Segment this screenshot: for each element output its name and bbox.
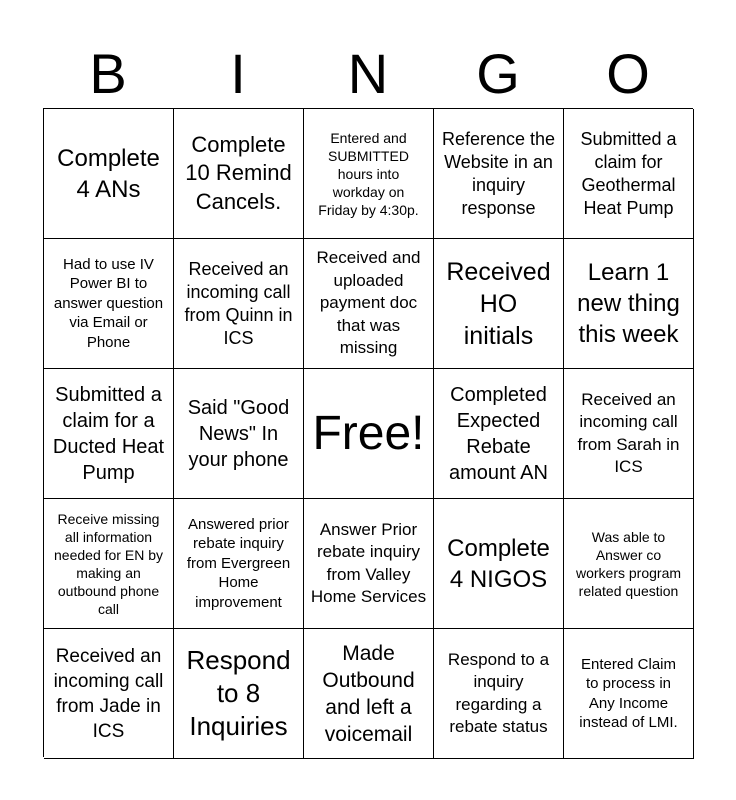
bingo-cell-r1-c1[interactable] [174,239,304,369]
bingo-cell-r4-c3[interactable] [434,629,564,759]
bingo-cell-r2-c4[interactable] [564,369,694,499]
bingo-cell-r1-c3[interactable] [434,239,564,369]
cell-text: Free! [312,406,425,460]
cell-text: Reference the Website in an inquiry response [441,128,556,218]
bingo-cell-r0-c2[interactable] [304,109,434,239]
header-letter-i: I [230,42,246,105]
bingo-cell-r2-c0[interactable] [44,369,174,499]
bingo-cell-r0-c3[interactable] [434,109,564,239]
cell-text: Made Outbound and left a voicemail [322,641,415,746]
cell-text: Entered Claim to process in Any Income instead of LMI. [579,655,678,731]
cell-text: Complete 4 NIGOS [447,534,550,593]
header-letter-o: O [606,42,650,105]
free-space[interactable] [304,369,434,499]
cell-text: Learn 1 new thing this week [577,259,680,348]
header-letter-g: G [476,42,520,105]
bingo-cell-r0-c0[interactable] [44,109,174,239]
bingo-cell-r0-c1[interactable] [174,109,304,239]
cell-text: Respond to 8 Inquiries [186,645,291,741]
bingo-board [43,108,693,757]
cell-text: Submitted a claim for Geothermal Heat Pump [580,128,677,218]
bingo-cell-r1-c0[interactable] [44,239,174,369]
bingo-cell-r0-c4[interactable] [564,109,694,239]
cell-text: Received an incoming call from Quinn in ICS [184,258,293,348]
bingo-cell-r4-c0[interactable] [44,629,174,759]
header-letter-n: N [347,42,389,105]
cell-text: Submitted a claim for a Ducted Heat Pump [52,383,165,484]
cell-text: Had to use IV Power BI to answer question via Email or Phone [53,255,164,351]
bingo-header [43,40,693,108]
cell-text: Was able to Answer co workers program related question [575,528,682,599]
cell-text: Complete 10 Remind Cancels. [185,131,292,214]
cell-text: Respond to a inquiry regarding a rebate status [447,649,550,736]
bingo-cell-r2-c3[interactable] [434,369,564,499]
bingo-cell-r1-c4[interactable] [564,239,694,369]
bingo-cell-r3-c1[interactable] [174,499,304,629]
cell-text: Received an incoming call from Jade in ICS [53,645,164,742]
bingo-cell-r3-c4[interactable] [564,499,694,629]
cell-text: Receive missing all information needed for EN by making an outbound phone call [54,510,163,617]
header-letter-b: B [89,42,127,105]
cell-text: Received an incoming call from Sarah in ICS [577,389,680,476]
cell-text: Answered prior rebate inquiry from Evergreen Home improvement [186,515,291,611]
bingo-cell-r3-c2[interactable] [304,499,434,629]
cell-text: Received and uploaded payment doc that was missing [316,248,421,358]
bingo-cell-r1-c2[interactable] [304,239,434,369]
cell-text: Said "Good News" In your phone [187,396,290,471]
bingo-cell-r4-c2[interactable] [304,629,434,759]
cell-text: Complete 4 ANs [57,144,160,203]
cell-text: Received HO initials [446,257,551,350]
bingo-cell-r3-c0[interactable] [44,499,174,629]
bingo-cell-r2-c1[interactable] [174,369,304,499]
cell-text: Completed Expected Rebate amount AN [449,383,548,484]
cell-text: Answer Prior rebate inquiry from Valley Home Services [310,519,427,606]
bingo-cell-r4-c4[interactable] [564,629,694,759]
bingo-cell-r3-c3[interactable] [434,499,564,629]
bingo-cell-r4-c1[interactable] [174,629,304,759]
cell-text: Entered and SUBMITTED hours into workday on Friday by 4:30p. [318,129,419,218]
